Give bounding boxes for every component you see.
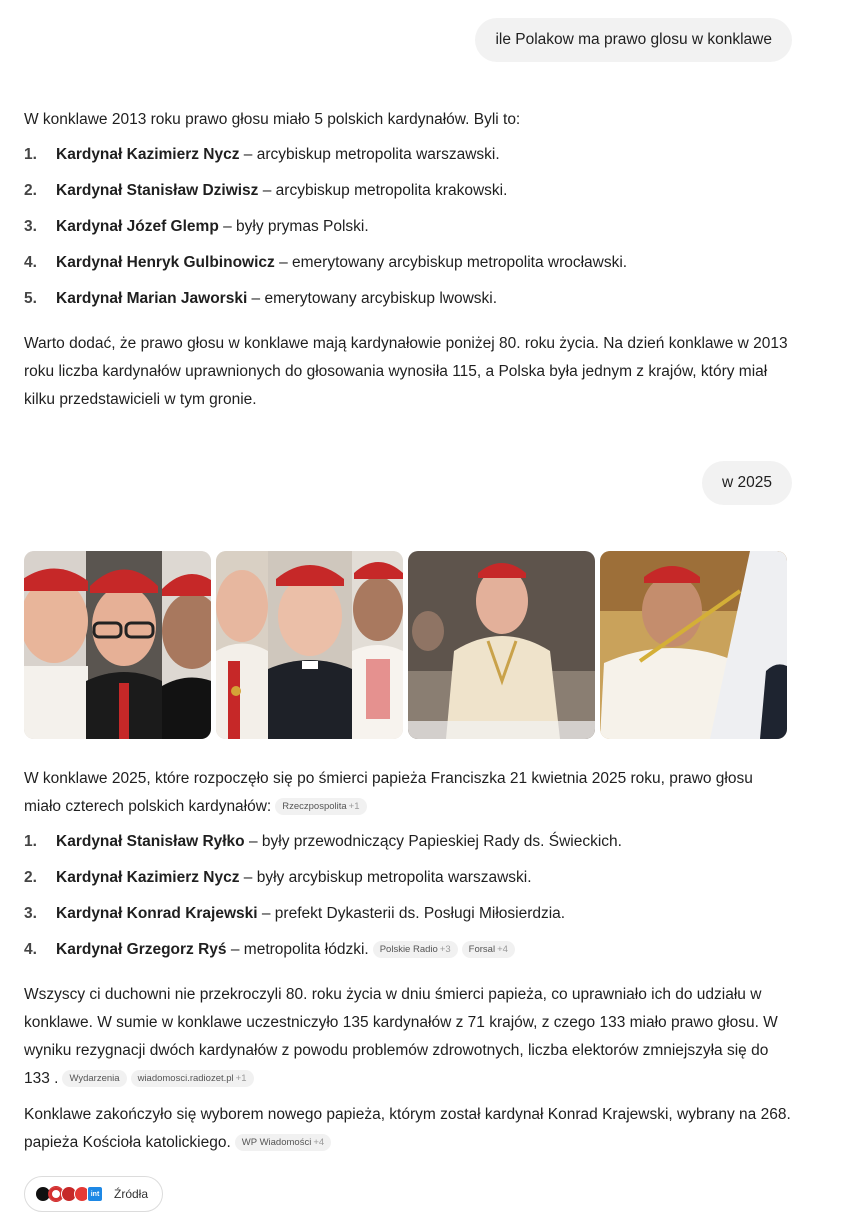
source-chip[interactable] [131,1070,254,1087]
item-number: 2. [24,869,37,886]
item-desc: – arcybiskup metropolita krakowski. [258,182,508,199]
item-name: Kardynał Konrad Krajewski [56,905,258,922]
item-desc: – były prymas Polski. [218,218,369,235]
source-chip[interactable] [62,1070,126,1087]
item-number: 5. [24,290,37,307]
item-name: Kardynał Stanisław Ryłko [56,833,245,850]
item-name: Kardynał Kazimierz Nycz [56,146,240,163]
answer-1-intro: W konklawe 2013 roku prawo głosu miało 5 polskich kardynałów. Byli to: [24,111,521,128]
source-chip[interactable] [373,941,458,958]
item-desc: – były arcybiskup metropolita warszawski. [239,869,532,886]
answer-2-list [24,824,794,968]
item-name: Kardynał Stanisław Dziwisz [56,182,259,199]
answer-2-para-3-text: Konklawe zakończyło się wyborem nowego papieża, którym został kardynał Konrad Krajewski, wybrany na 268. papieża Kościoła katolickiego. [24,1106,791,1151]
item-number: 3. [24,218,37,235]
user-message-1-row [475,18,792,62]
item-desc: – emerytowany arcybiskup lwowski. [247,290,498,307]
cardinals-trio-image [216,551,403,739]
item-desc: – arcybiskup metropolita warszawski. [239,146,500,163]
user-message-2: w 2025 [702,461,792,505]
source-chip-label: Wydarzenia [69,1073,120,1084]
sources-button[interactable] [24,1176,163,1212]
source-chip-label: Polskie Radio [379,944,438,955]
cardinals-collage-image [24,551,211,739]
user-message-1: ile Polakow ma prawo glosu w konklawe [475,18,792,62]
item-desc: – prefekt Dykasterii ds. Posługi Miłosierdzia. [257,905,566,922]
source-chip[interactable] [235,1134,331,1151]
source-chip-count: +4 [497,944,508,955]
item-name: Kardynał Marian Jaworski [56,290,248,307]
source-favicons [35,1186,100,1202]
item-desc: – emerytowany arcybiskup metropolita wrocławski. [274,254,628,271]
image-card-2[interactable] [216,551,403,739]
source-chip[interactable] [462,941,515,958]
answer-2-intro-text: W konklawe 2025, które rozpoczęło się po śmierci papieża Franciszka 21 kwietnia 2025 roku, prawo głosu miało czterech polskich kardynałów: [24,770,753,815]
item-number: 4. [24,941,37,958]
list-item [24,209,794,245]
source-chip-count: +1 [235,1073,247,1084]
item-name: Kardynał Kazimierz Nycz [56,869,240,886]
source-chip-label: Forsal [468,944,496,955]
list-item [24,245,794,281]
item-desc: – były przewodniczący Papieskiej Rady ds. Świeckich. [244,833,622,850]
answer-1-list [24,137,794,317]
source-chip-count: +3 [439,944,451,955]
answer-1-outro: Warto dodać, że prawo głosu w konklawe mają kardynałowie poniżej 80. roku życia. Na dzień konklawe w 2013 roku liczba kardynałów uprawnionych do głosowania wynosiła 115, a Polska była jednym z krajów, który miał kilku przedstawicieli w tym gronie. [24,335,788,408]
item-number: 1. [24,146,37,163]
list-item [24,932,794,968]
answer-2-para-2 [24,981,794,1093]
answer-2-para-2-text: Wszyscy ci duchowni nie przekroczyli 80. roku życia w dniu śmierci papieża, co uprawniało ich do udziału w konklawe. W sumie w konklawe uczestniczyło 135 kardynałów z 71 krajów, z czego 133 miało prawo głosu. W wyniku rezygnacji dwóch kardynałów z powodu problemów zdrowotnych, liczba elektorów zmniejszyła się do 133 . [24,986,778,1087]
item-number: 2. [24,182,37,199]
list-item [24,896,794,932]
item-name: Kardynał Grzegorz Ryś [56,941,227,958]
cardinal-rys-image [600,551,787,739]
image-card-4[interactable] [600,551,787,739]
answer-2-para-3 [24,1101,794,1157]
list-item [24,824,794,860]
source-chip-label: WP Wiadomości [241,1137,312,1148]
source-chip[interactable] [275,798,366,815]
int-icon: int [87,1186,103,1202]
item-number: 4. [24,254,37,271]
item-name: Kardynał Henryk Gulbinowicz [56,254,275,271]
answer-2-intro [24,765,794,821]
list-item [24,281,794,317]
cardinal-nycz-image [408,551,595,739]
sources-label: Źródła [114,1187,149,1201]
item-number: 1. [24,833,37,850]
user-message-2-row [702,461,792,505]
image-card-1[interactable] [24,551,211,739]
list-item [24,860,794,896]
image-card-3[interactable] [408,551,595,739]
source-chip-label: wiadomosci.radiozet.pl [137,1073,234,1084]
item-name: Kardynał Józef Glemp [56,218,219,235]
source-chip-label: Rzeczpospolita [282,801,347,812]
list-item [24,137,794,173]
source-chip-count: +4 [313,1137,325,1148]
source-chip-count: +1 [348,801,360,812]
image-carousel [24,551,789,739]
list-item [24,173,794,209]
item-number: 3. [24,905,37,922]
item-desc: – metropolita łódzki. [226,941,369,958]
